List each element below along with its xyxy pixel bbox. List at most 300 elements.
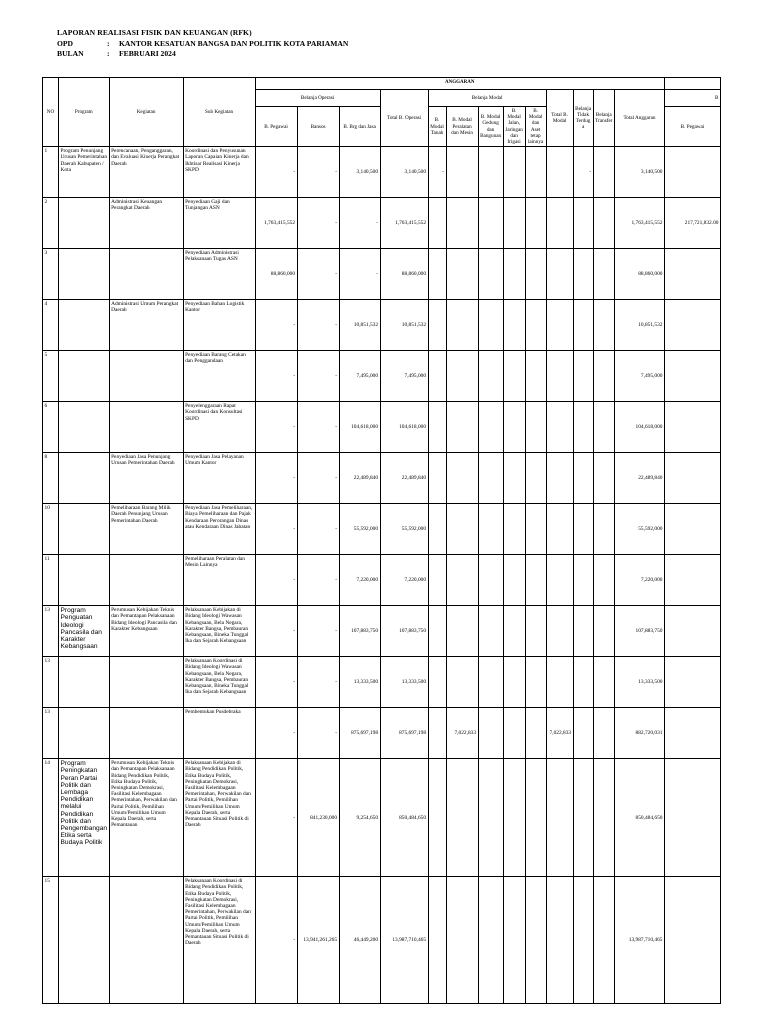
header-next-b-pegawai: B. Pegawai xyxy=(664,107,720,147)
row-no: 15 xyxy=(43,877,59,1004)
row-b-pegawai: - xyxy=(255,351,297,402)
row-b-modal-aset xyxy=(525,402,546,453)
row-program xyxy=(59,708,110,759)
row-total-anggaran: 22,489,840 xyxy=(614,453,664,504)
row-belanja-transfer xyxy=(593,555,614,606)
row-bansos: - xyxy=(297,504,339,555)
row-b-brg-jasa: - xyxy=(339,198,380,249)
row-b-modal-aset xyxy=(525,453,546,504)
row-b-modal-aset xyxy=(525,708,546,759)
row-b-modal-tanah: - xyxy=(428,147,446,198)
row-sub-kegiatan: Penyelenggaraan Rapat Koordinasi dan Konsultasi SKPD xyxy=(183,402,255,453)
row-b-modal-tanah xyxy=(428,300,446,351)
row-b-modal-jalan xyxy=(503,351,525,402)
table-row xyxy=(43,708,721,759)
table-row xyxy=(43,300,721,351)
row-b-modal-gedung xyxy=(478,504,503,555)
header-b-brg-jasa: B. Brg dan Jasa xyxy=(339,107,380,147)
row-sub-kegiatan: Penyediaan Barang Cetakan dan Penggandaan xyxy=(183,351,255,402)
row-b-pegawai: - xyxy=(255,147,297,198)
row-total-anggaran: 55,592,000 xyxy=(614,504,664,555)
row-total-b-operasi: 104,618,000 xyxy=(380,402,428,453)
row-next-b-pegawai xyxy=(664,453,720,504)
row-b-modal-gedung xyxy=(478,877,503,1004)
row-b-brg-jasa: 7,495,000 xyxy=(339,351,380,402)
report-title: LAPORAN REALISASI FISIK DAN KEUANGAN (RFK) xyxy=(57,28,252,37)
row-no: 11 xyxy=(43,555,59,606)
row-b-modal-tanah xyxy=(428,351,446,402)
row-b-modal-tanah xyxy=(428,759,446,877)
row-belanja-tidak-terduga xyxy=(573,198,593,249)
header-b-modal-peralatan: B. Modal Peralatan dan Mesin xyxy=(446,107,478,147)
row-bansos: - xyxy=(297,402,339,453)
row-b-pegawai: - xyxy=(255,504,297,555)
row-b-modal-tanah xyxy=(428,877,446,1004)
row-b-pegawai: - xyxy=(255,606,297,657)
row-b-modal-gedung xyxy=(478,147,503,198)
row-b-modal-peralatan xyxy=(446,606,478,657)
row-belanja-transfer xyxy=(593,198,614,249)
row-b-modal-jalan xyxy=(503,657,525,708)
row-no: 8 xyxy=(43,453,59,504)
row-b-brg-jasa: 875,697,198 xyxy=(339,708,380,759)
row-b-modal-jalan xyxy=(503,198,525,249)
table-row xyxy=(43,504,721,555)
row-b-modal-jalan xyxy=(503,300,525,351)
header-total-b-modal: Total B. Modal xyxy=(546,90,573,147)
row-b-modal-tanah xyxy=(428,249,446,300)
row-b-modal-jalan xyxy=(503,402,525,453)
table-row xyxy=(43,657,721,708)
row-b-modal-gedung xyxy=(478,402,503,453)
row-b-modal-jalan xyxy=(503,759,525,877)
header-sub-kegiatan: Sub Kegiatan xyxy=(183,78,255,147)
row-b-modal-jalan xyxy=(503,555,525,606)
row-b-modal-gedung xyxy=(478,555,503,606)
row-total-b-modal xyxy=(546,198,573,249)
bulan-separator: : xyxy=(107,49,110,58)
row-total-b-modal xyxy=(546,300,573,351)
header-belanja-transfer: Belanja Transfer xyxy=(593,90,614,147)
row-total-b-modal xyxy=(546,877,573,1004)
row-b-pegawai: - xyxy=(255,453,297,504)
header-no: NO xyxy=(43,78,59,147)
row-b-modal-aset xyxy=(525,249,546,300)
row-belanja-transfer xyxy=(593,877,614,1004)
opd-value: KANTOR KESATUAN BANGSA DAN POLITIK KOTA PARIAMAN xyxy=(119,38,349,48)
row-b-pegawai: - xyxy=(255,555,297,606)
row-total-b-modal xyxy=(546,351,573,402)
row-belanja-transfer xyxy=(593,453,614,504)
row-b-modal-peralatan xyxy=(446,147,478,198)
row-b-pegawai: - xyxy=(255,657,297,708)
header-belanja-modal: Belanja Modal xyxy=(428,90,546,107)
row-b-modal-peralatan xyxy=(446,759,478,877)
row-next-b-pegawai xyxy=(664,402,720,453)
row-b-modal-peralatan xyxy=(446,198,478,249)
row-b-modal-peralatan xyxy=(446,657,478,708)
row-total-anggaran: 7,495,000 xyxy=(614,351,664,402)
row-belanja-tidak-terduga xyxy=(573,300,593,351)
row-sub-kegiatan: Penyediaan Gaji dan Tunjangan ASN xyxy=(183,198,255,249)
row-kegiatan: Administrasi Keuangan Perangkat Daerah xyxy=(109,198,183,249)
table-row xyxy=(43,351,721,402)
row-next-b-pegawai xyxy=(664,147,720,198)
row-bansos: - xyxy=(297,351,339,402)
row-b-pegawai: - xyxy=(255,300,297,351)
row-total-b-modal xyxy=(546,504,573,555)
header-anggaran: ANGGARAN xyxy=(255,78,664,90)
row-total-b-modal xyxy=(546,249,573,300)
table-row xyxy=(43,453,721,504)
row-program xyxy=(59,657,110,708)
row-total-b-operasi: 55,592,000 xyxy=(380,504,428,555)
header-bansos: Bansos xyxy=(297,107,339,147)
row-b-modal-tanah xyxy=(428,708,446,759)
row-kegiatan: Perumusan Kebijakan Teknis dan Pemantapan Pelaksanaan Bidang Ideologi Pancasila dan Karakter Kebangsaan xyxy=(109,606,183,657)
row-b-modal-peralatan xyxy=(446,402,478,453)
row-b-modal-gedung xyxy=(478,351,503,402)
row-b-pegawai: - xyxy=(255,877,297,1004)
row-next-b-pegawai: 217,721,832.00 xyxy=(664,198,720,249)
row-belanja-transfer xyxy=(593,708,614,759)
row-bansos: - xyxy=(297,555,339,606)
row-next-b-pegawai xyxy=(664,657,720,708)
row-b-modal-peralatan xyxy=(446,555,478,606)
rfk-table-container xyxy=(42,77,768,1024)
row-total-anggaran: 7,220,000 xyxy=(614,555,664,606)
row-program xyxy=(59,300,110,351)
table-row xyxy=(43,402,721,453)
row-total-b-operasi: 107,883,750 xyxy=(380,606,428,657)
row-bansos: - xyxy=(297,198,339,249)
row-b-modal-tanah xyxy=(428,504,446,555)
header-total-b-operasi: Total B. Operasi xyxy=(380,90,428,147)
row-b-brg-jasa: 104,618,000 xyxy=(339,402,380,453)
row-total-b-modal xyxy=(546,606,573,657)
row-belanja-tidak-terduga xyxy=(573,402,593,453)
rfk-table xyxy=(42,77,721,1004)
header-kegiatan: Kegiatan xyxy=(109,78,183,147)
row-total-b-operasi: 88,860,000 xyxy=(380,249,428,300)
header-total-anggaran: Total Anggaran xyxy=(614,90,664,147)
row-belanja-transfer xyxy=(593,351,614,402)
row-b-brg-jasa: 7,220,000 xyxy=(339,555,380,606)
row-total-b-operasi: 7,495,000 xyxy=(380,351,428,402)
row-next-b-pegawai xyxy=(664,300,720,351)
header-belanja-tidak-terduga: Belanja Tidak Terdug a xyxy=(573,90,593,147)
row-kegiatan: Perumusan Kebijakan Teknis dan Pemantapan Pelaksanaan Bidang Pendidikan Politik, Etika Budaya Politik, Peningkatan Demokrasi, Fasilitasi Kelembagaan Pemerintahan, Perwakilan dan Partai Politik, Pemilihan Umum/Pemilihan Umum Kepala Daerah, serta Pemantauan xyxy=(109,759,183,877)
row-b-brg-jasa: 13,333,500 xyxy=(339,657,380,708)
header-next-group xyxy=(664,78,720,90)
row-b-modal-jalan xyxy=(503,147,525,198)
row-b-modal-aset xyxy=(525,759,546,877)
row-total-b-operasi: 13,333,500 xyxy=(380,657,428,708)
row-total-b-modal xyxy=(546,657,573,708)
row-total-b-operasi: 875,697,198 xyxy=(380,708,428,759)
row-sub-kegiatan: Koordinasi dan Penyusunan Laporan Capaian Kinerja dan Ikhtisar Realisasi Kinerja SKPD xyxy=(183,147,255,198)
row-b-modal-peralatan xyxy=(446,300,478,351)
row-b-brg-jasa: 55,592,000 xyxy=(339,504,380,555)
row-total-anggaran: 1,763,415,552 xyxy=(614,198,664,249)
row-belanja-tidak-terduga: - xyxy=(573,147,593,198)
row-kegiatan: Penyediaan Jasa Penunjang Urusan Pemerintahan Daerah xyxy=(109,453,183,504)
table-body xyxy=(43,147,721,1004)
row-program xyxy=(59,198,110,249)
row-b-modal-aset xyxy=(525,300,546,351)
row-sub-kegiatan: Pelaksanaan Koordinasi di Bidang Ideologi Wawasan Kebangsaan, Bela Negara, Karakter Bangsa, Pembauran Kebangsaan, Bineka Tunggal Ika dan Sejarah Kebangsaan xyxy=(183,657,255,708)
row-next-b-pegawai xyxy=(664,249,720,300)
row-belanja-transfer xyxy=(593,402,614,453)
row-belanja-transfer xyxy=(593,606,614,657)
row-sub-kegiatan: Pelaksanaan Kebijakan di Bidang Ideologi Wawasan Kebangsaan, Bela Negara, Karakter Bangsa, Pembauran Kebangsaan, Bineka Tunggal Ika dan Sejarah Kebangsaan xyxy=(183,606,255,657)
row-total-b-modal xyxy=(546,759,573,877)
header-b-modal-tanah: B. Modal Tanah xyxy=(428,107,446,147)
header-belanja-operasi: Belanja Operasi xyxy=(255,90,380,107)
header-b-modal-aset: B. Modal dan Aset tetap lainnya xyxy=(525,107,546,147)
row-b-modal-jalan xyxy=(503,453,525,504)
row-belanja-tidak-terduga xyxy=(573,249,593,300)
row-b-modal-aset xyxy=(525,606,546,657)
row-b-modal-aset xyxy=(525,504,546,555)
row-bansos: - xyxy=(297,657,339,708)
row-total-b-modal xyxy=(546,402,573,453)
row-belanja-tidak-terduga xyxy=(573,504,593,555)
row-belanja-transfer xyxy=(593,657,614,708)
row-belanja-tidak-terduga xyxy=(573,606,593,657)
row-b-modal-aset xyxy=(525,198,546,249)
row-total-b-operasi: 7,220,000 xyxy=(380,555,428,606)
row-no: 5 xyxy=(43,351,59,402)
row-bansos: 13,941,261,265 xyxy=(297,877,339,1004)
table-row xyxy=(43,198,721,249)
row-bansos: - xyxy=(297,249,339,300)
row-no: 13 xyxy=(43,708,59,759)
row-b-modal-tanah xyxy=(428,198,446,249)
row-b-modal-jalan xyxy=(503,877,525,1004)
row-program: Program Peningkatan Peran Partai Politik dan Lembaga Pendidikan melalui Pendidikan Politik dan Pengembangan Etika serta Budaya Politik xyxy=(59,759,110,877)
row-total-anggaran: 104,618,000 xyxy=(614,402,664,453)
row-next-b-pegawai xyxy=(664,877,720,1004)
row-total-b-operasi: 3,140,500 xyxy=(380,147,428,198)
row-kegiatan xyxy=(109,877,183,1004)
bulan-label: BULAN xyxy=(57,49,84,58)
row-sub-kegiatan: Penyediaan Jasa Pelayanan Umum Kantor xyxy=(183,453,255,504)
row-b-modal-jalan xyxy=(503,249,525,300)
row-b-brg-jasa: 46,449,200 xyxy=(339,877,380,1004)
row-bansos: 841,230,000 xyxy=(297,759,339,877)
row-belanja-transfer xyxy=(593,504,614,555)
row-b-modal-peralatan xyxy=(446,877,478,1004)
table-row xyxy=(43,759,721,877)
table-row xyxy=(43,249,721,300)
row-kegiatan: Pemeliharaan Barang Milik Daerah Penunjang Urusan Pemerintahan Daerah xyxy=(109,504,183,555)
row-total-b-operasi: 1,763,415,552 xyxy=(380,198,428,249)
row-total-b-operasi: 850,484,650 xyxy=(380,759,428,877)
row-b-modal-tanah xyxy=(428,657,446,708)
row-program xyxy=(59,351,110,402)
row-b-pegawai: - xyxy=(255,759,297,877)
row-belanja-tidak-terduga xyxy=(573,877,593,1004)
row-kegiatan xyxy=(109,402,183,453)
row-next-b-pegawai xyxy=(664,351,720,402)
row-b-brg-jasa: - xyxy=(339,249,380,300)
row-bansos: - xyxy=(297,147,339,198)
row-total-b-modal xyxy=(546,453,573,504)
row-next-b-pegawai xyxy=(664,708,720,759)
row-b-modal-gedung xyxy=(478,300,503,351)
row-next-b-pegawai xyxy=(664,759,720,877)
row-no: 6 xyxy=(43,402,59,453)
row-b-modal-jalan xyxy=(503,708,525,759)
row-no: 1 xyxy=(43,147,59,198)
row-program xyxy=(59,555,110,606)
row-no: 13 xyxy=(43,606,59,657)
row-b-modal-peralatan xyxy=(446,504,478,555)
row-no: 14 xyxy=(43,759,59,877)
row-b-brg-jasa: 3,140,500 xyxy=(339,147,380,198)
row-belanja-tidak-terduga xyxy=(573,555,593,606)
row-b-modal-gedung xyxy=(478,606,503,657)
row-sub-kegiatan: Penyediaan Administrasi Pelaksanaan Tugas ASN xyxy=(183,249,255,300)
row-program xyxy=(59,402,110,453)
row-b-modal-gedung xyxy=(478,198,503,249)
row-b-modal-jalan xyxy=(503,504,525,555)
row-no: 4 xyxy=(43,300,59,351)
row-total-b-operasi: 22,489,840 xyxy=(380,453,428,504)
header-b-modal-jalan: B. Modal Jalan, Jaringan dan Irigasi xyxy=(503,107,525,147)
row-b-brg-jasa: 107,883,750 xyxy=(339,606,380,657)
row-belanja-tidak-terduga xyxy=(573,759,593,877)
row-sub-kegiatan: Pemeliharaan Peralatan dan Mesin Lainnya xyxy=(183,555,255,606)
row-no: 13 xyxy=(43,657,59,708)
row-bansos: - xyxy=(297,453,339,504)
row-b-modal-aset xyxy=(525,877,546,1004)
row-bansos: - xyxy=(297,606,339,657)
row-total-anggaran: 850,484,650 xyxy=(614,759,664,877)
header-b-pegawai: B. Pegawai xyxy=(255,107,297,147)
row-kegiatan: Administrasi Umum Perangkat Daerah xyxy=(109,300,183,351)
row-b-modal-tanah xyxy=(428,555,446,606)
row-b-modal-tanah xyxy=(428,453,446,504)
row-kegiatan: Perencanaan, Penganggaran, dan Evaluasi Kinerja Perangkat Daerah xyxy=(109,147,183,198)
row-belanja-transfer xyxy=(593,249,614,300)
opd-separator: : xyxy=(107,38,110,48)
row-sub-kegiatan: Penyediaan Jasa Pemeliharaan, Biaya Pemeliharaan dan Pajak Kendaraan Perorangan Dinas atau Kendaraan Dinas Jabatan xyxy=(183,504,255,555)
row-b-modal-gedung xyxy=(478,249,503,300)
header-next-b: B xyxy=(664,90,720,107)
row-total-anggaran: 3,140,500 xyxy=(614,147,664,198)
row-kegiatan xyxy=(109,351,183,402)
row-total-anggaran: 107,883,750 xyxy=(614,606,664,657)
row-total-b-operasi: 10,851,532 xyxy=(380,300,428,351)
row-b-modal-tanah xyxy=(428,402,446,453)
row-b-brg-jasa: 9,254,650 xyxy=(339,759,380,877)
row-total-b-operasi: 13,987,710,465 xyxy=(380,877,428,1004)
bulan-value: FEBRUARI 2024 xyxy=(119,49,176,58)
row-sub-kegiatan: Pelaksanaan Kebijakan di Bidang Pendidikan Politik, Etika Budaya Politik, Peningkatan Demokrasi, Fasilitasi Kelembagaan Pemerintahan, Perwakilan dan Partai Politik, Pemilihan Umum/Pemilihan Umum Kepala Daerah, serta Pemantauan Situasi Politik di Daerah xyxy=(183,759,255,877)
row-sub-kegiatan: Pembentukan Pusdebraka xyxy=(183,708,255,759)
row-kegiatan xyxy=(109,555,183,606)
row-b-modal-aset xyxy=(525,147,546,198)
row-b-modal-peralatan xyxy=(446,453,478,504)
header-program: Program xyxy=(59,78,110,147)
row-total-b-modal xyxy=(546,555,573,606)
row-b-modal-tanah xyxy=(428,606,446,657)
row-no: 3 xyxy=(43,249,59,300)
row-b-modal-peralatan: 7,022,833 xyxy=(446,708,478,759)
row-belanja-transfer xyxy=(593,300,614,351)
row-belanja-tidak-terduga xyxy=(573,708,593,759)
row-next-b-pegawai xyxy=(664,555,720,606)
header-b-modal-gedung: B. Modal Gedung dan Bangunan xyxy=(478,107,503,147)
row-program xyxy=(59,877,110,1004)
row-b-pegawai: 88,860,000 xyxy=(255,249,297,300)
row-no: 10 xyxy=(43,504,59,555)
row-b-pegawai: 1,763,415,552 xyxy=(255,198,297,249)
row-belanja-tidak-terduga xyxy=(573,351,593,402)
row-b-pegawai: - xyxy=(255,402,297,453)
row-program: Program Penguatan Ideologi Pancasila dan Karakter Kebangsaan xyxy=(59,606,110,657)
row-b-modal-peralatan xyxy=(446,249,478,300)
row-total-b-modal: 7,022,833 xyxy=(546,708,573,759)
table-row xyxy=(43,877,721,1004)
row-sub-kegiatan: Pelaksanaan Koordinasi di Bidang Pendidikan Politik, Etika Budaya Politik, Peningkatan Demokrasi, Fasilitasi Kelembagaan Pemerintahan, Perwakilan dan Partai Politik, Pemilihan Umum/Pemilihan Umum Kepala Daerah, serta Pemantauan Situasi Politik di Daerah xyxy=(183,877,255,1004)
row-b-modal-gedung xyxy=(478,759,503,877)
row-b-modal-aset xyxy=(525,351,546,402)
row-belanja-tidak-terduga xyxy=(573,657,593,708)
row-belanja-transfer xyxy=(593,147,614,198)
row-total-anggaran: 13,333,500 xyxy=(614,657,664,708)
row-next-b-pegawai xyxy=(664,606,720,657)
row-program xyxy=(59,453,110,504)
table-row xyxy=(43,555,721,606)
report-header xyxy=(57,28,348,60)
row-no: 2 xyxy=(43,198,59,249)
row-b-modal-jalan xyxy=(503,606,525,657)
row-b-brg-jasa: 10,851,532 xyxy=(339,300,380,351)
row-total-anggaran: 13,987,710,465 xyxy=(614,877,664,1004)
row-b-brg-jasa: 22,489,840 xyxy=(339,453,380,504)
row-bansos: - xyxy=(297,708,339,759)
table-row xyxy=(43,147,721,198)
row-b-modal-gedung xyxy=(478,453,503,504)
row-b-modal-gedung xyxy=(478,657,503,708)
row-program: Program Penunjang Urusan Pemerintahan Daerah Kabupaten / Kota xyxy=(59,147,110,198)
table-row xyxy=(43,606,721,657)
row-kegiatan xyxy=(109,249,183,300)
row-program xyxy=(59,249,110,300)
row-next-b-pegawai xyxy=(664,504,720,555)
opd-label: OPD xyxy=(57,38,74,48)
row-b-pegawai: - xyxy=(255,708,297,759)
row-belanja-transfer xyxy=(593,759,614,877)
row-total-b-modal xyxy=(546,147,573,198)
row-b-modal-aset xyxy=(525,657,546,708)
row-total-anggaran: 88,860,000 xyxy=(614,249,664,300)
row-total-anggaran: 10,851,532 xyxy=(614,300,664,351)
row-belanja-tidak-terduga xyxy=(573,453,593,504)
row-kegiatan xyxy=(109,657,183,708)
row-bansos: - xyxy=(297,300,339,351)
row-b-modal-peralatan xyxy=(446,351,478,402)
row-b-modal-aset xyxy=(525,555,546,606)
row-total-anggaran: 882,720,031 xyxy=(614,708,664,759)
row-b-modal-gedung xyxy=(478,708,503,759)
row-sub-kegiatan: Penyediaan Bahan Logistik Kantor xyxy=(183,300,255,351)
row-kegiatan xyxy=(109,708,183,759)
row-program xyxy=(59,504,110,555)
